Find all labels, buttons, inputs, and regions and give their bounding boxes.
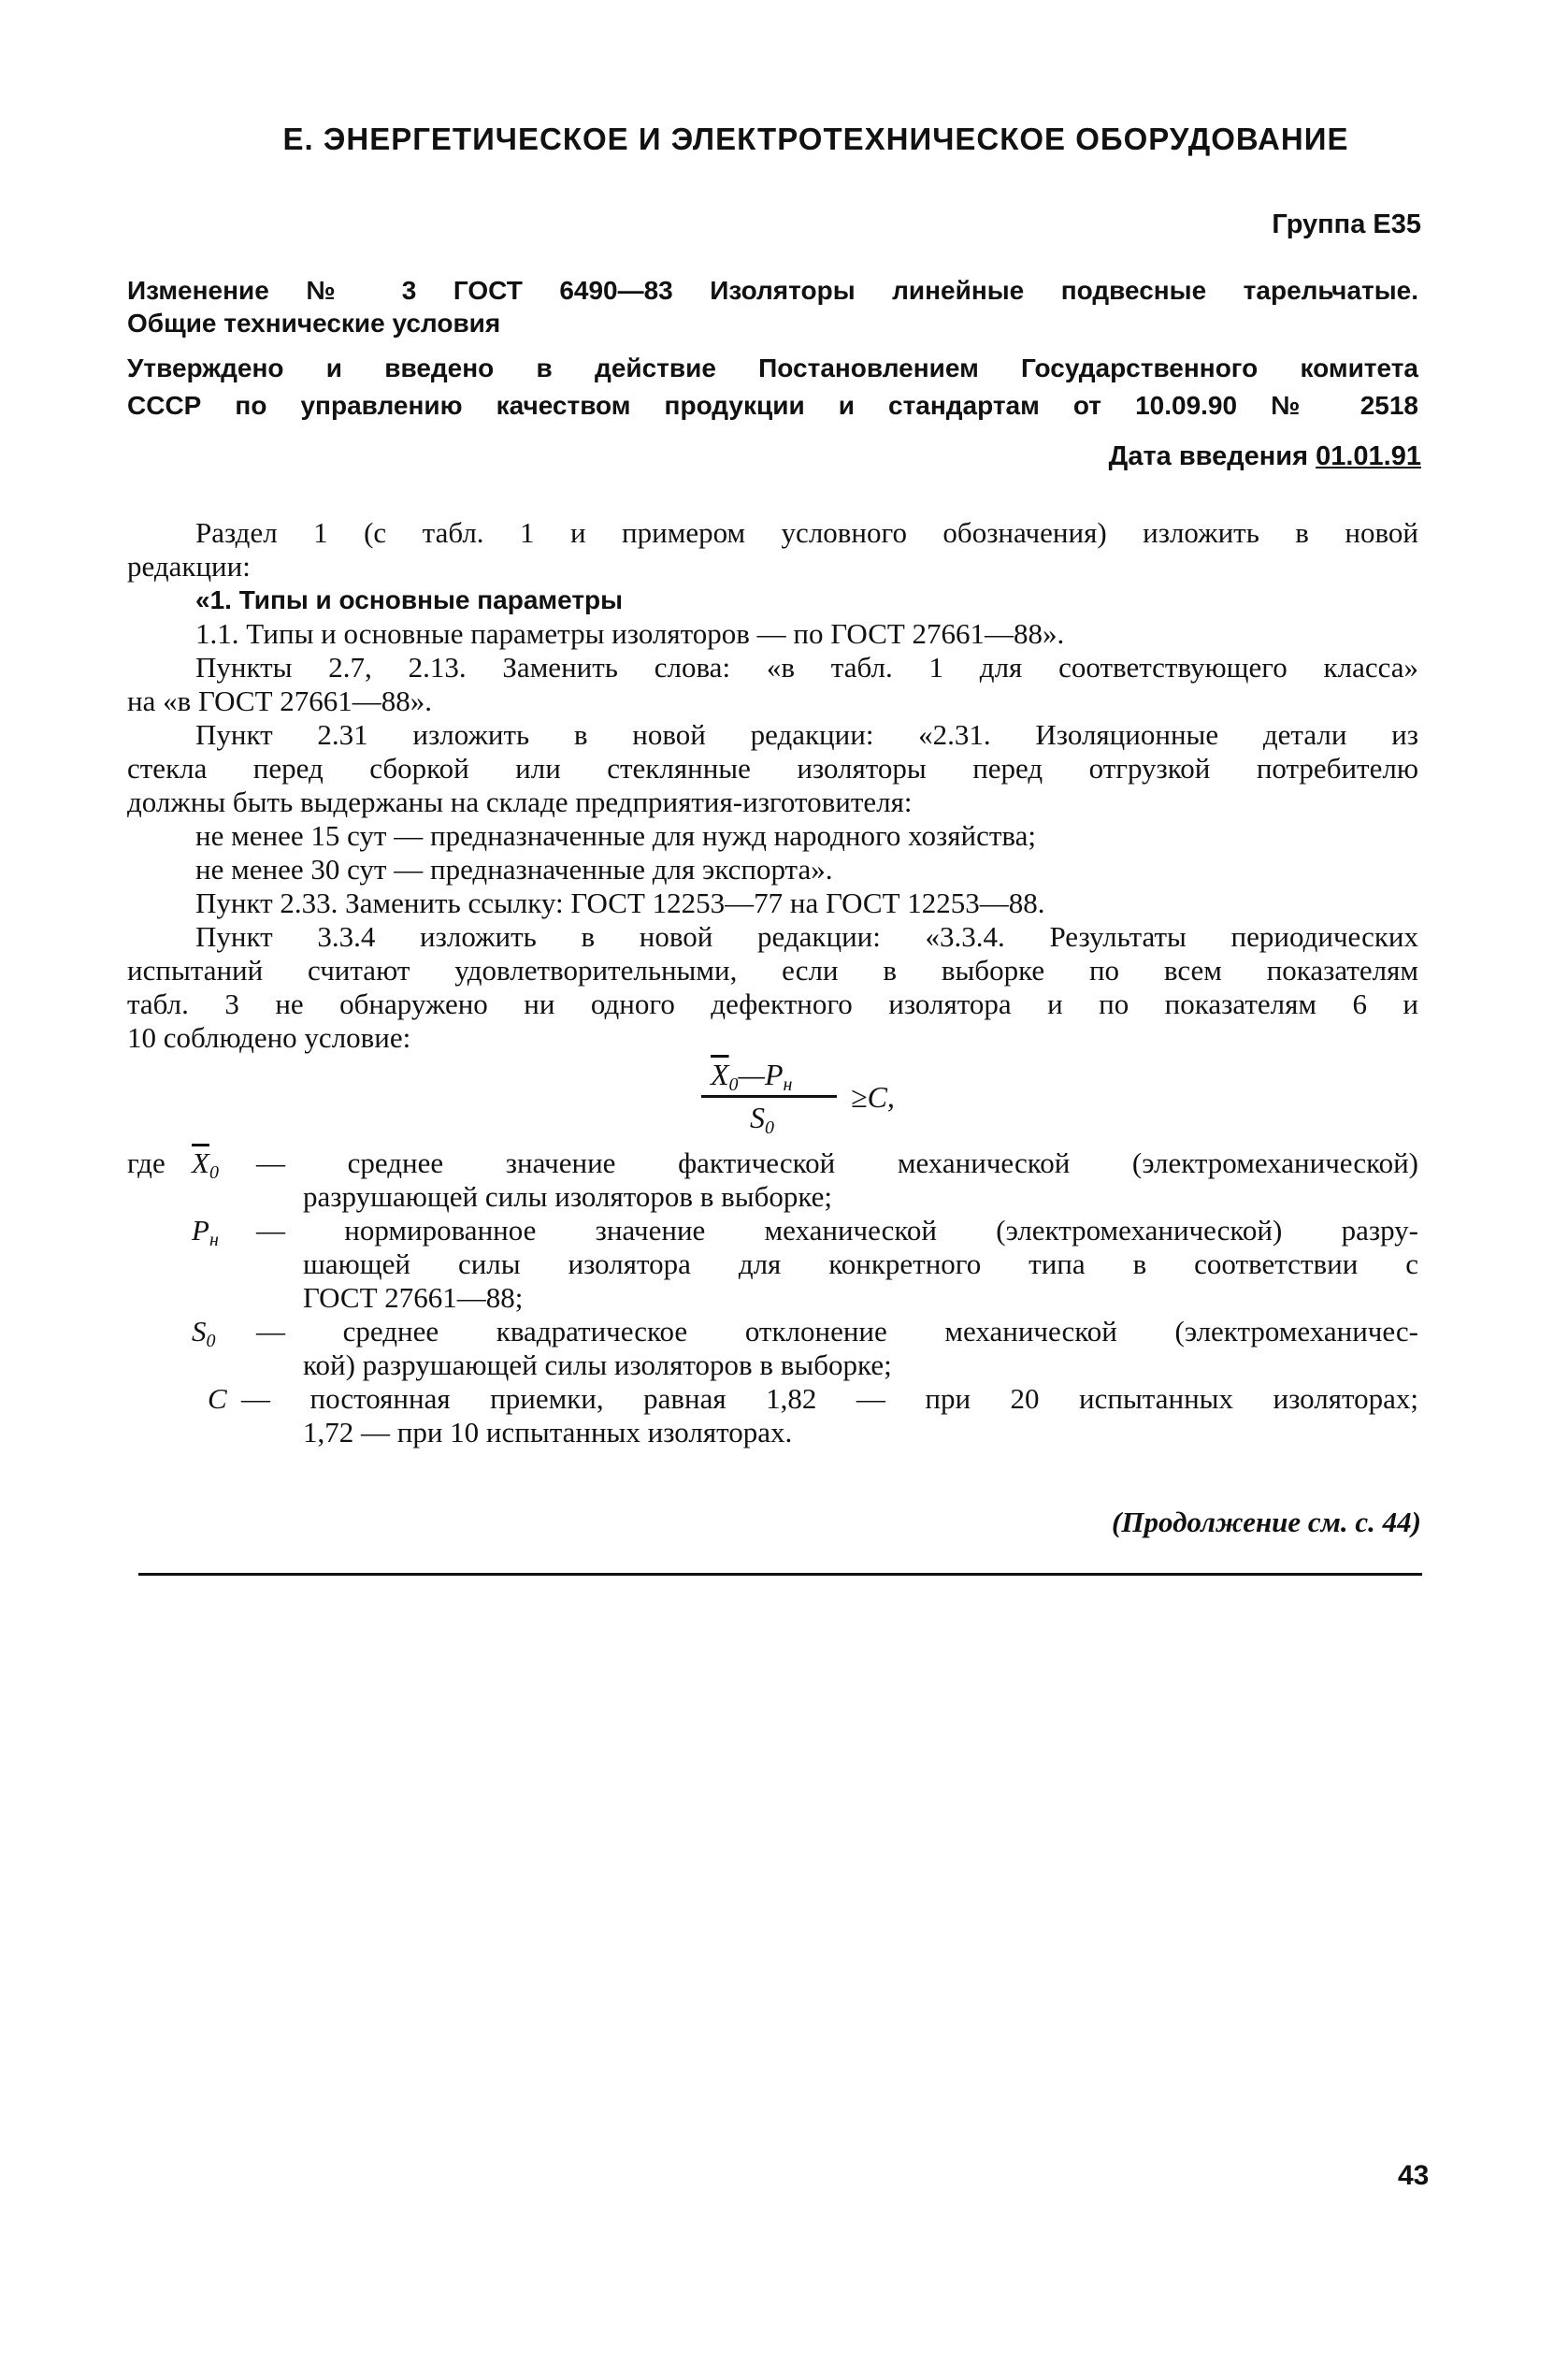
definition-line: ГОСТ 27661—88; (303, 1281, 524, 1314)
body-line: редакции: (127, 550, 251, 583)
page-number: 43 (1398, 2160, 1430, 2191)
body-line: табл. 3 не обнаружено ни одного дефектного изолятора и по показателям 6 и (127, 987, 1418, 1020)
body-line: не менее 15 сут — предназначенные для нужд народного хозяйства; (195, 819, 1036, 852)
body-line: 10 соблюдено условие: (127, 1021, 411, 1054)
body-line: 1.1. Типы и основные параметры изоляторов — по ГОСТ 27661—88». (195, 617, 1065, 650)
definition-line: — постоянная приемки, равная 1,82 — при 20 испытанных изоляторах; (241, 1382, 1418, 1415)
symbol-x0: $\overline{X}_0$ (192, 1146, 219, 1183)
continuation-note: (Продолжение см. с. 44) (1112, 1506, 1421, 1538)
body-subheading: «1. Типы и основные параметры (195, 585, 624, 614)
effective-date (1109, 441, 1421, 472)
fraction-bar (701, 1095, 837, 1098)
definition-line: — среднее квадратическое отклонение механической (электромеханичес- (256, 1315, 1418, 1348)
symbol-pn: $P_н$ (192, 1214, 219, 1250)
body-line: стекла перед сборкой или стеклянные изоляторы перед отгрузкой потребителю (127, 752, 1418, 785)
definition-line: шающей силы изолятора для конкретного типа в соответствии с (303, 1247, 1418, 1280)
date-label: Дата введения (1108, 441, 1309, 471)
where-label: где (127, 1146, 165, 1179)
symbol-s0: $S_0$ (192, 1315, 216, 1351)
change-title-line-2: Общие технические условия (127, 309, 501, 338)
acceptance-formula (692, 1059, 935, 1137)
definition-line: 1,72 — при 10 испытанных изоляторах. (303, 1416, 793, 1449)
formula-numerator: $\overline{X}_0—P_н$ (711, 1058, 793, 1095)
approved-line-2: СССР по управлению качеством продукции и стандартам от 10.09.90 № 2518 (127, 391, 1418, 420)
body-line: испытаний считают удовлетворительными, если в выборке по всем показателям (127, 954, 1418, 987)
body-line: Пункт 2.33. Заменить ссылку: ГОСТ 12253—77 на ГОСТ 12253—88. (195, 886, 1045, 919)
date-value: 01.01.91 (1316, 441, 1421, 471)
group-label: Группа Е35 (1272, 209, 1421, 239)
body-line: не менее 30 сут — предназначенные для экспорта». (195, 853, 833, 886)
section-title: Е. ЭНЕРГЕТИЧЕСКОЕ И ЭЛЕКТРОТЕХНИЧЕСКОЕ ОБОРУДОВАНИЕ (282, 122, 1349, 156)
definition-line: разрушающей силы изоляторов в выборке; (303, 1180, 833, 1213)
definition-line: — нормированное значение механической (электромеханической) разру- (256, 1214, 1418, 1247)
formula-denominator: $S_0$ (750, 1101, 774, 1138)
formula-rhs: ≥C, (851, 1080, 895, 1114)
definition-line: — среднее значение фактической механической (электромеханической) (256, 1146, 1418, 1179)
definition-line: кой) разрушающей силы изоляторов в выборке; (303, 1348, 892, 1381)
body-line: Пункт 3.3.4 изложить в новой редакции: «3.3.4. Результаты периодических (195, 920, 1418, 953)
body-line: на «в ГОСТ 27661—88». (127, 685, 433, 717)
symbol-c: C (208, 1382, 227, 1415)
body-line: Раздел 1 (с табл. 1 и примером условного обозначения) изложить в новой (195, 516, 1418, 549)
approved-line-1: Утверждено и введено в действие Постановлением Государственного комитета (127, 353, 1418, 382)
body-line: должны быть выдержаны на складе предприятия-изготовителя: (127, 786, 913, 818)
body-line: Пункты 2.7, 2.13. Заменить слова: «в табл. 1 для соответствующего класса» (195, 651, 1418, 684)
footer-divider (138, 1573, 1422, 1576)
body-line: Пункт 2.31 изложить в новой редакции: «2.31. Изоляционные детали из (195, 718, 1418, 751)
change-title-line-1: Изменение № 3 ГОСТ 6490—83 Изоляторы линейные подвесные тарельчатые. (127, 276, 1418, 305)
